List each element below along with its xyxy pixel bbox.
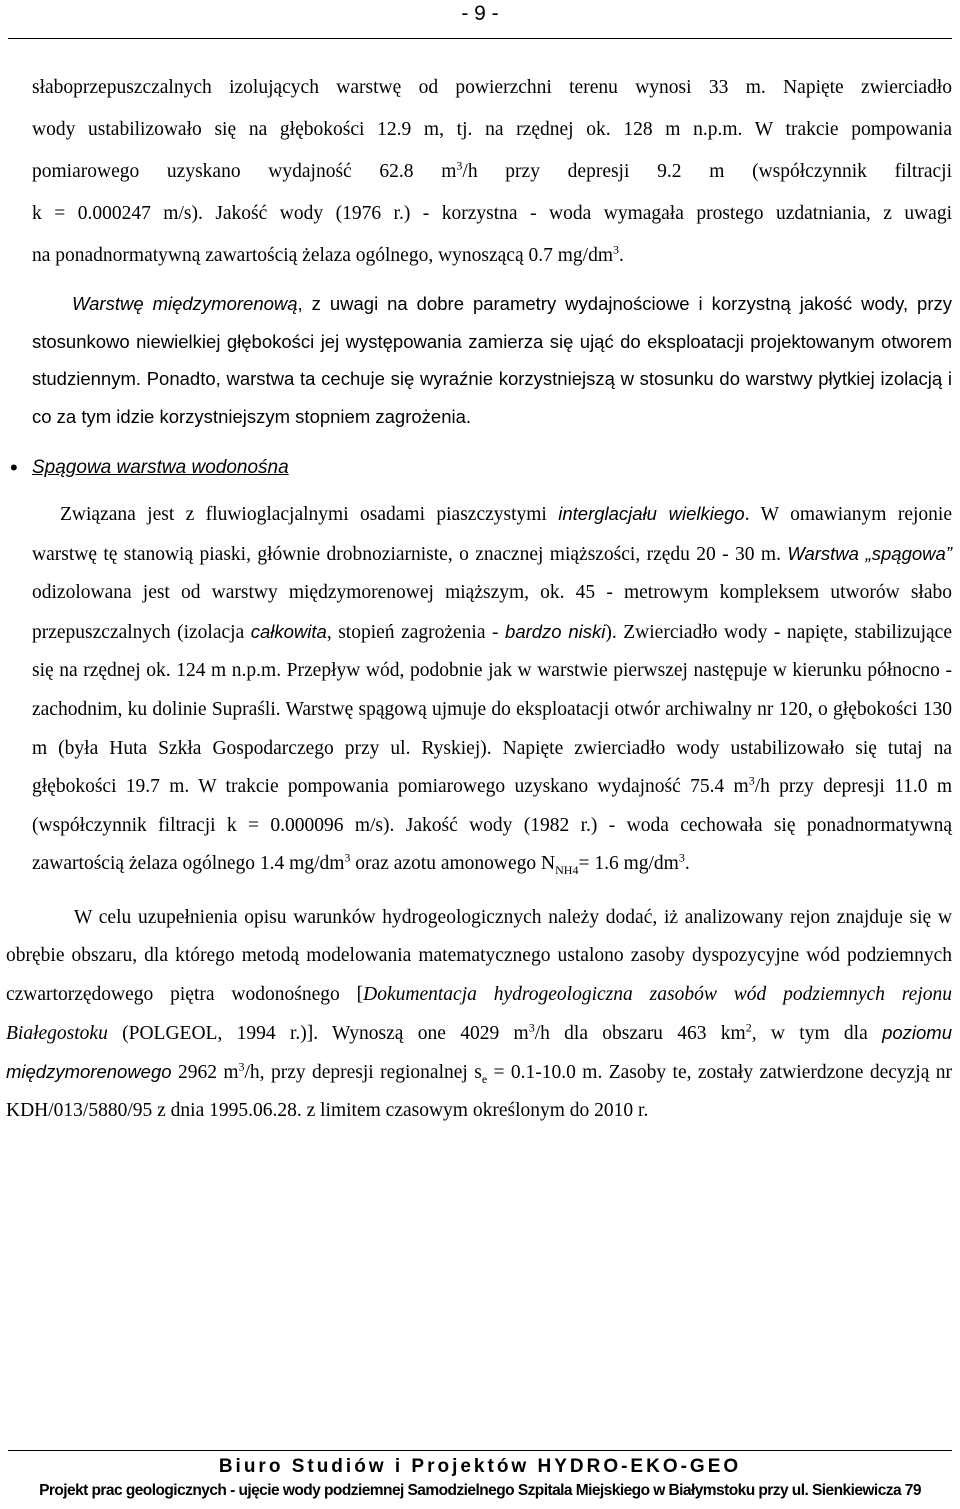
text-run: odizolowana jest od warstwy międzymorenowej miąższym, ok. 45 - metrowym kompleksem utworów słabo przepuszczalnych (izolacja xyxy=(32,582,952,643)
paragraph-1-line-3 xyxy=(0,151,960,193)
paragraph-1-line-1 xyxy=(0,67,960,109)
text-run: /h przy depresji 9.2 m (współczynnik filtracji xyxy=(462,161,952,182)
subscript: e xyxy=(481,1072,488,1087)
text-run: , w tym dla xyxy=(751,1022,883,1044)
footer-rule xyxy=(8,1450,952,1451)
text-run: /h przy depresji 11.0 m (współczynnik filtracji k = 0.000096 m/s). Jakość wody (1982 r.) - woda cechowała się ponadnormatywną zawartością żelaza ogólnego 1.4 mg/dm xyxy=(32,776,952,875)
italic-term: interglacjału wielkiego xyxy=(558,503,745,524)
indent xyxy=(6,907,74,928)
header-rule xyxy=(8,38,952,39)
italic-term: poziomu międzymorenowego xyxy=(6,1021,952,1083)
document-body xyxy=(0,67,960,1131)
footer-project-title: Projekt prac geologicznych - ujęcie wody podziemnej Samodzielnego Szpitala Miejskiego w Białymstoku przy ul. Sienkiewicza 79 xyxy=(39,1482,921,1499)
text-run: . xyxy=(684,853,690,875)
paragraph-1-line-5 xyxy=(0,235,960,277)
superscript: 3 xyxy=(613,242,619,257)
superscript: 3 xyxy=(238,1059,245,1074)
section-heading: Spągowa warstwa wodonośna xyxy=(32,457,289,478)
paragraph-4 xyxy=(0,899,960,1131)
indent xyxy=(32,504,60,525)
text-run: , z uwagi na dobre parametry wydajnościowe i korzystną jakość wody, przy stosunkowo niewielkiej głębokości jej występowania zamierza się ująć do eksploatacji projektowanym otworem studziennym. Ponadto, warstwa ta cechuje się wyraźnie korzystniejszą w stosunku do warstwy płytkiej izolacją i co za tym idzie korzystniejszym stopniem zagrożenia. xyxy=(32,293,952,427)
subscript: NH xyxy=(555,863,573,878)
text-run: = 1.6 mg/dm xyxy=(578,853,679,875)
text-run: (POLGEOL, 1994 r.)]. Wynoszą one 4029 m xyxy=(107,1022,529,1044)
text-run: na ponadnormatywną zawartością żelaza ogólnego, wynoszącą 0.7 mg/dm xyxy=(32,245,613,266)
italic-term: bardzo niski xyxy=(505,620,606,642)
text-run: słaboprzepuszczalnych izolujących warstwę od powierzchni terenu wynosi 33 m. Napięte zwierciadło xyxy=(32,77,952,98)
text-run: k = 0.000247 m/s). Jakość wody (1976 r.) - korzystna - woda wymagała prostego uzdatniania, z uwagi xyxy=(32,203,952,224)
section-heading-row xyxy=(0,455,960,485)
paragraph-1-line-4 xyxy=(0,193,960,235)
italic-citation: Dokumentacja hydrogeologiczna zasobów wód podziemnych rejonu Białegostoku xyxy=(6,983,952,1044)
text-run: pomiarowego uzyskano wydajność 62.8 m xyxy=(32,161,457,182)
superscript: 3 xyxy=(678,850,685,865)
superscript: 3 xyxy=(344,850,351,865)
superscript: 2 xyxy=(745,1020,752,1035)
italic-term: całkowita xyxy=(250,620,327,642)
footer-company: Biuro Studiów i Projektów HYDRO-EKO-GEO xyxy=(218,1456,742,1477)
text-run: 2962 m xyxy=(171,1062,239,1084)
indent xyxy=(32,293,72,314)
italic-term: Warstwa „spągowa” xyxy=(787,542,952,564)
text-run: . xyxy=(619,245,624,266)
superscript: 3 xyxy=(456,158,463,173)
superscript: 3 xyxy=(528,1020,535,1035)
paragraph-2 xyxy=(0,285,960,435)
italic-term: Warstwę międzymorenową xyxy=(72,293,298,314)
text-run: ). Zwierciadło wody - napięte, stabilizujące się na rzędnej ok. 124 m n.p.m. Przepływ wód, podobnie jak w warstwie pierwszej następuje w kierunku północno - zachodnim, ku dolinie Supraśli. Warstwę spągową ujmuje do eksploatacji otwór archiwalny nr 120, o głębokości 130 m (była Huta Szkła Gospodarczego przy ul. Ryskiej). Napięte zwierciadło wody ustabilizowało się tutaj na głębokości 19.7 m. W trakcie pompowania pomiarowego uzyskano wydajność 75.4 m xyxy=(32,621,952,798)
text-run: = 0.1-10.0 m. Zasoby te, zostały zatwierdzone decyzją nr KDH/013/5880/95 z dnia 1995.06.28. z limitem czasowym określonym do 2010 r. xyxy=(6,1062,952,1122)
paragraph-3 xyxy=(0,495,960,884)
text-run: W celu uzupełnienia opisu warunków hydrogeologicznych należy dodać, iż analizowany rejon znajduje się w obrębie obszaru, dla którego metodą modelowania matematycznego ustalono zasoby dyspozycyjne wód podziemnych czwartorzędowego piętra wodonośnego [ xyxy=(6,906,952,1005)
text-run: wody ustabilizowało się na głębokości 12.9 m, tj. na rzędnej ok. 128 m n.p.m. W trakcie pompowania xyxy=(32,119,952,140)
text-run: . W omawianym rejonie warstwę tę stanowią piaski, głównie drobnoziarniste, o znacznej miąższości, rzędu 20 - 30 m. xyxy=(32,504,952,565)
text-run: Związana jest z fluwioglacjalnymi osadami piaszczystymi xyxy=(60,504,559,525)
text-run: /h, przy depresji regionalnej s xyxy=(244,1062,482,1084)
text-run: , stopień zagrożenia - xyxy=(326,621,506,643)
text-run: /h dla obszaru 463 km xyxy=(534,1022,746,1044)
subscript: 4 xyxy=(572,863,579,878)
superscript: 3 xyxy=(748,773,755,788)
paragraph-1-line-2 xyxy=(0,109,960,151)
text-run: oraz azotu amonowego N xyxy=(350,853,556,875)
page-number: - 9 - xyxy=(461,2,499,25)
bullet-icon: • xyxy=(10,455,18,480)
